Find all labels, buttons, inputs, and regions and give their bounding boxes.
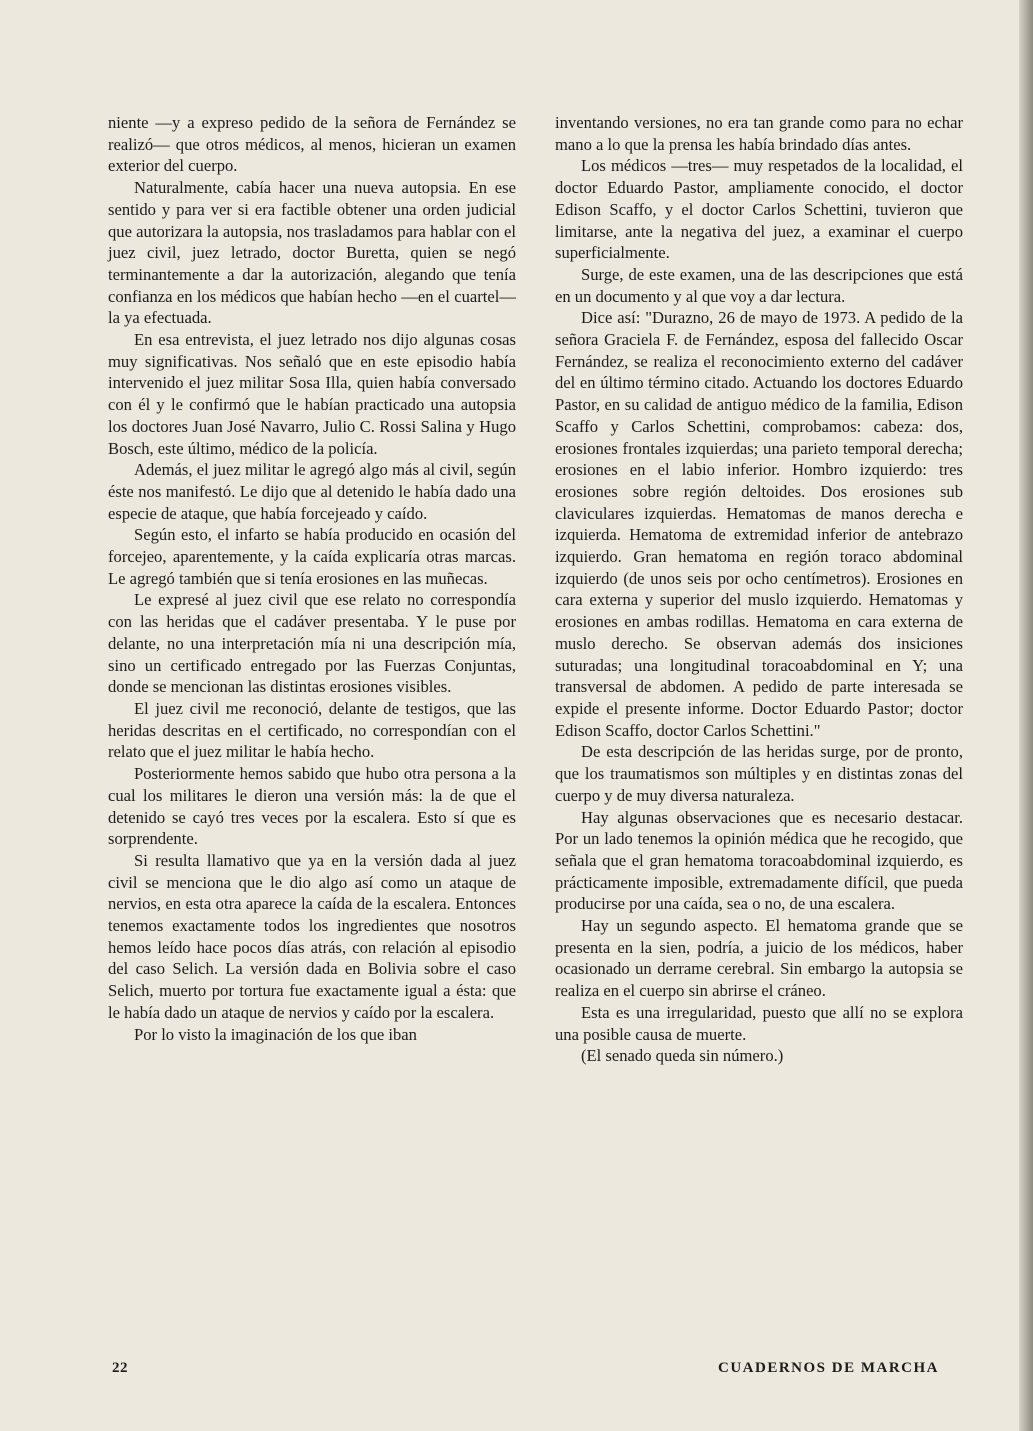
paragraph: Los médicos —tres— muy respetados de la localidad, el doctor Eduardo Pastor, ampliamente conocido, el doctor Edison Scaffo, y el doctor Carlos Schettini, tuvieron que limitarse, ante la negativa del juez, a examinar el cuerpo superficialmente. xyxy=(555,156,963,263)
page-edge-shadow xyxy=(1019,0,1033,1431)
paragraph: Si resulta llamativo que ya en la versión dada al juez civil se menciona que le dio algo así como un ataque de nervios, en esta otra aparece la caída de la escalera. Entonces tenemos exactamente todos los ingredientes que nosotros hemos leído hace pocos días atrás, con relación al episodio del caso Selich. La versión dada en Bolivia sobre el caso Selich, muerto por tortura fue exactamente igual a ésta: que le había dado un ataque de nervios y caído por la escalera. xyxy=(108,850,516,1022)
paragraph: Esta es una irregularidad, puesto que allí no se explora una posible causa de muerte. xyxy=(555,1002,963,1044)
left-column xyxy=(108,112,516,1045)
right-column xyxy=(555,112,963,1067)
paragraph: Hay algunas observaciones que es necesario destacar. Por un lado tenemos la opinión médica que he recogido, que señala que el gran hematoma toracoabdominal izquierdo, es prácticamente imposible, extremadamente difícil, que pueda producirse por una caída, sea o no, de una escalera. xyxy=(555,807,963,914)
paragraph: inventando versiones, no era tan grande como para no echar mano a lo que la prensa les había brindado días antes. xyxy=(555,113,963,154)
magazine-name: CUADERNOS DE MARCHA xyxy=(718,1360,940,1376)
paragraph: En esa entrevista, el juez letrado nos dijo algunas cosas muy significativas. Nos señaló que en este episodio había intervenido el juez militar Sosa Illa, quien había conversado con él y le confirmó que le habían practicado una autopsia los doctores Juan José Navarro, Julio C. Rossi Salina y Hugo Bosch, este último, médico de la policía. xyxy=(108,330,516,458)
paragraph: Le expresé al juez civil que ese relato no correspondía con las heridas que el cadáver presentaba. Y le puse por delante, no una interpretación mía ni una descripción mía, sino un certificado entregado por las Fuerzas Conjuntas, donde se mencionan las distintas erosiones visibles. xyxy=(108,590,516,697)
paragraph: Hay un segundo aspecto. El hematoma grande que se presenta en la sien, podría, a juicio de los médicos, haber ocasionado un derrame cerebral. Sin embargo la autopsia se realiza en el cuerpo sin abrirse el cráneo. xyxy=(555,916,963,1001)
paragraph: (El senado queda sin número.) xyxy=(581,1046,784,1066)
paragraph: Según esto, el infarto se había producido en ocasión del forcejeo, aparentemente, y la caída explicaría otras marcas. Le agregó también que si tenía erosiones en las muñecas. xyxy=(108,525,516,588)
paragraph: Posteriormente hemos sabido que hubo otra persona a la cual los militares le dieron una versión más: la de que el detenido se cayó tres veces por la escalera. Esto sí que es sorprendente. xyxy=(108,764,516,849)
paragraph: Por lo visto la imaginación de los que iban xyxy=(134,1024,417,1044)
paragraph: El juez civil me reconoció, delante de testigos, que las heridas descritas en el certificado, no correspondían con el relato que el juez militar le había hecho. xyxy=(108,698,516,762)
paragraph: Además, el juez militar le agregó algo más al civil, según éste nos manifestó. Le dijo que al detenido le había dado una especie de ataque, que había forcejeado y caído. xyxy=(108,460,516,523)
paragraph: Dice así: "Durazno, 26 de mayo de 1973. A pedido de la señora Graciela F. de Fernández, esposa del fallecido Oscar Fernández, se realiza el reconocimiento externo del cadáver del en último término citado. Actuando los doctores Eduardo Pastor, en su calidad de antiguo médico de la familia, Edison Scaffo y Carlos Schettini, comprobamos: cabeza: dos, erosiones frontales izquierdas; una parieto temporal derecha; erosiones en el labio inferior. Hombro izquierdo: tres erosiones sobre región deltoides. Dos erosiones sub claviculares izquierdas. Hematomas de manos derecha e izquierda. Hematoma de extremidad inferior de antebrazo izquierdo. Gran hematoma en región toraco abdominal izquierdo (de unos seis por ocho centímetros). Erosiones en cara externa y superior del muslo izquierdo. Hematomas y erosiones en ambas rodillas. Hematoma en cara externa de muslo derecho. Se observan además dos insiciones suturadas; una longitudinal toracoabdominal en Y; una transversal de abdomen. A pedido de parte interesada se expide el presente informe. Doctor Eduardo Pastor; doctor Edison Scaffo, doctor Carlos Schettini." xyxy=(555,308,963,740)
page-number: 22 xyxy=(112,1360,128,1376)
paragraph: Surge, de este examen, una de las descripciones que está en un documento y al que voy a dar lectura. xyxy=(555,264,963,306)
paragraph: De esta descripción de las heridas surge, por de pronto, que los traumatismos son múltiples y en distintas zonas del cuerpo y de muy diversa naturaleza. xyxy=(555,742,963,805)
paragraph: Naturalmente, cabía hacer una nueva autopsia. En ese sentido y para ver si era factible obtener una orden judicial que autorizara la autopsia, nos trasladamos para hablar con el juez civil, juez letrado, doctor Buretta, quien se negó terminantemente a dar la autorización, alegando que tenía confianza en los médicos que habían hecho —en el cuartel— la ya efectuada. xyxy=(108,178,516,328)
paragraph: niente —y a expreso pedido de la señora de Fernández se realizó— que otros médicos, al menos, hicieran un examen exterior del cuerpo. xyxy=(108,113,516,176)
